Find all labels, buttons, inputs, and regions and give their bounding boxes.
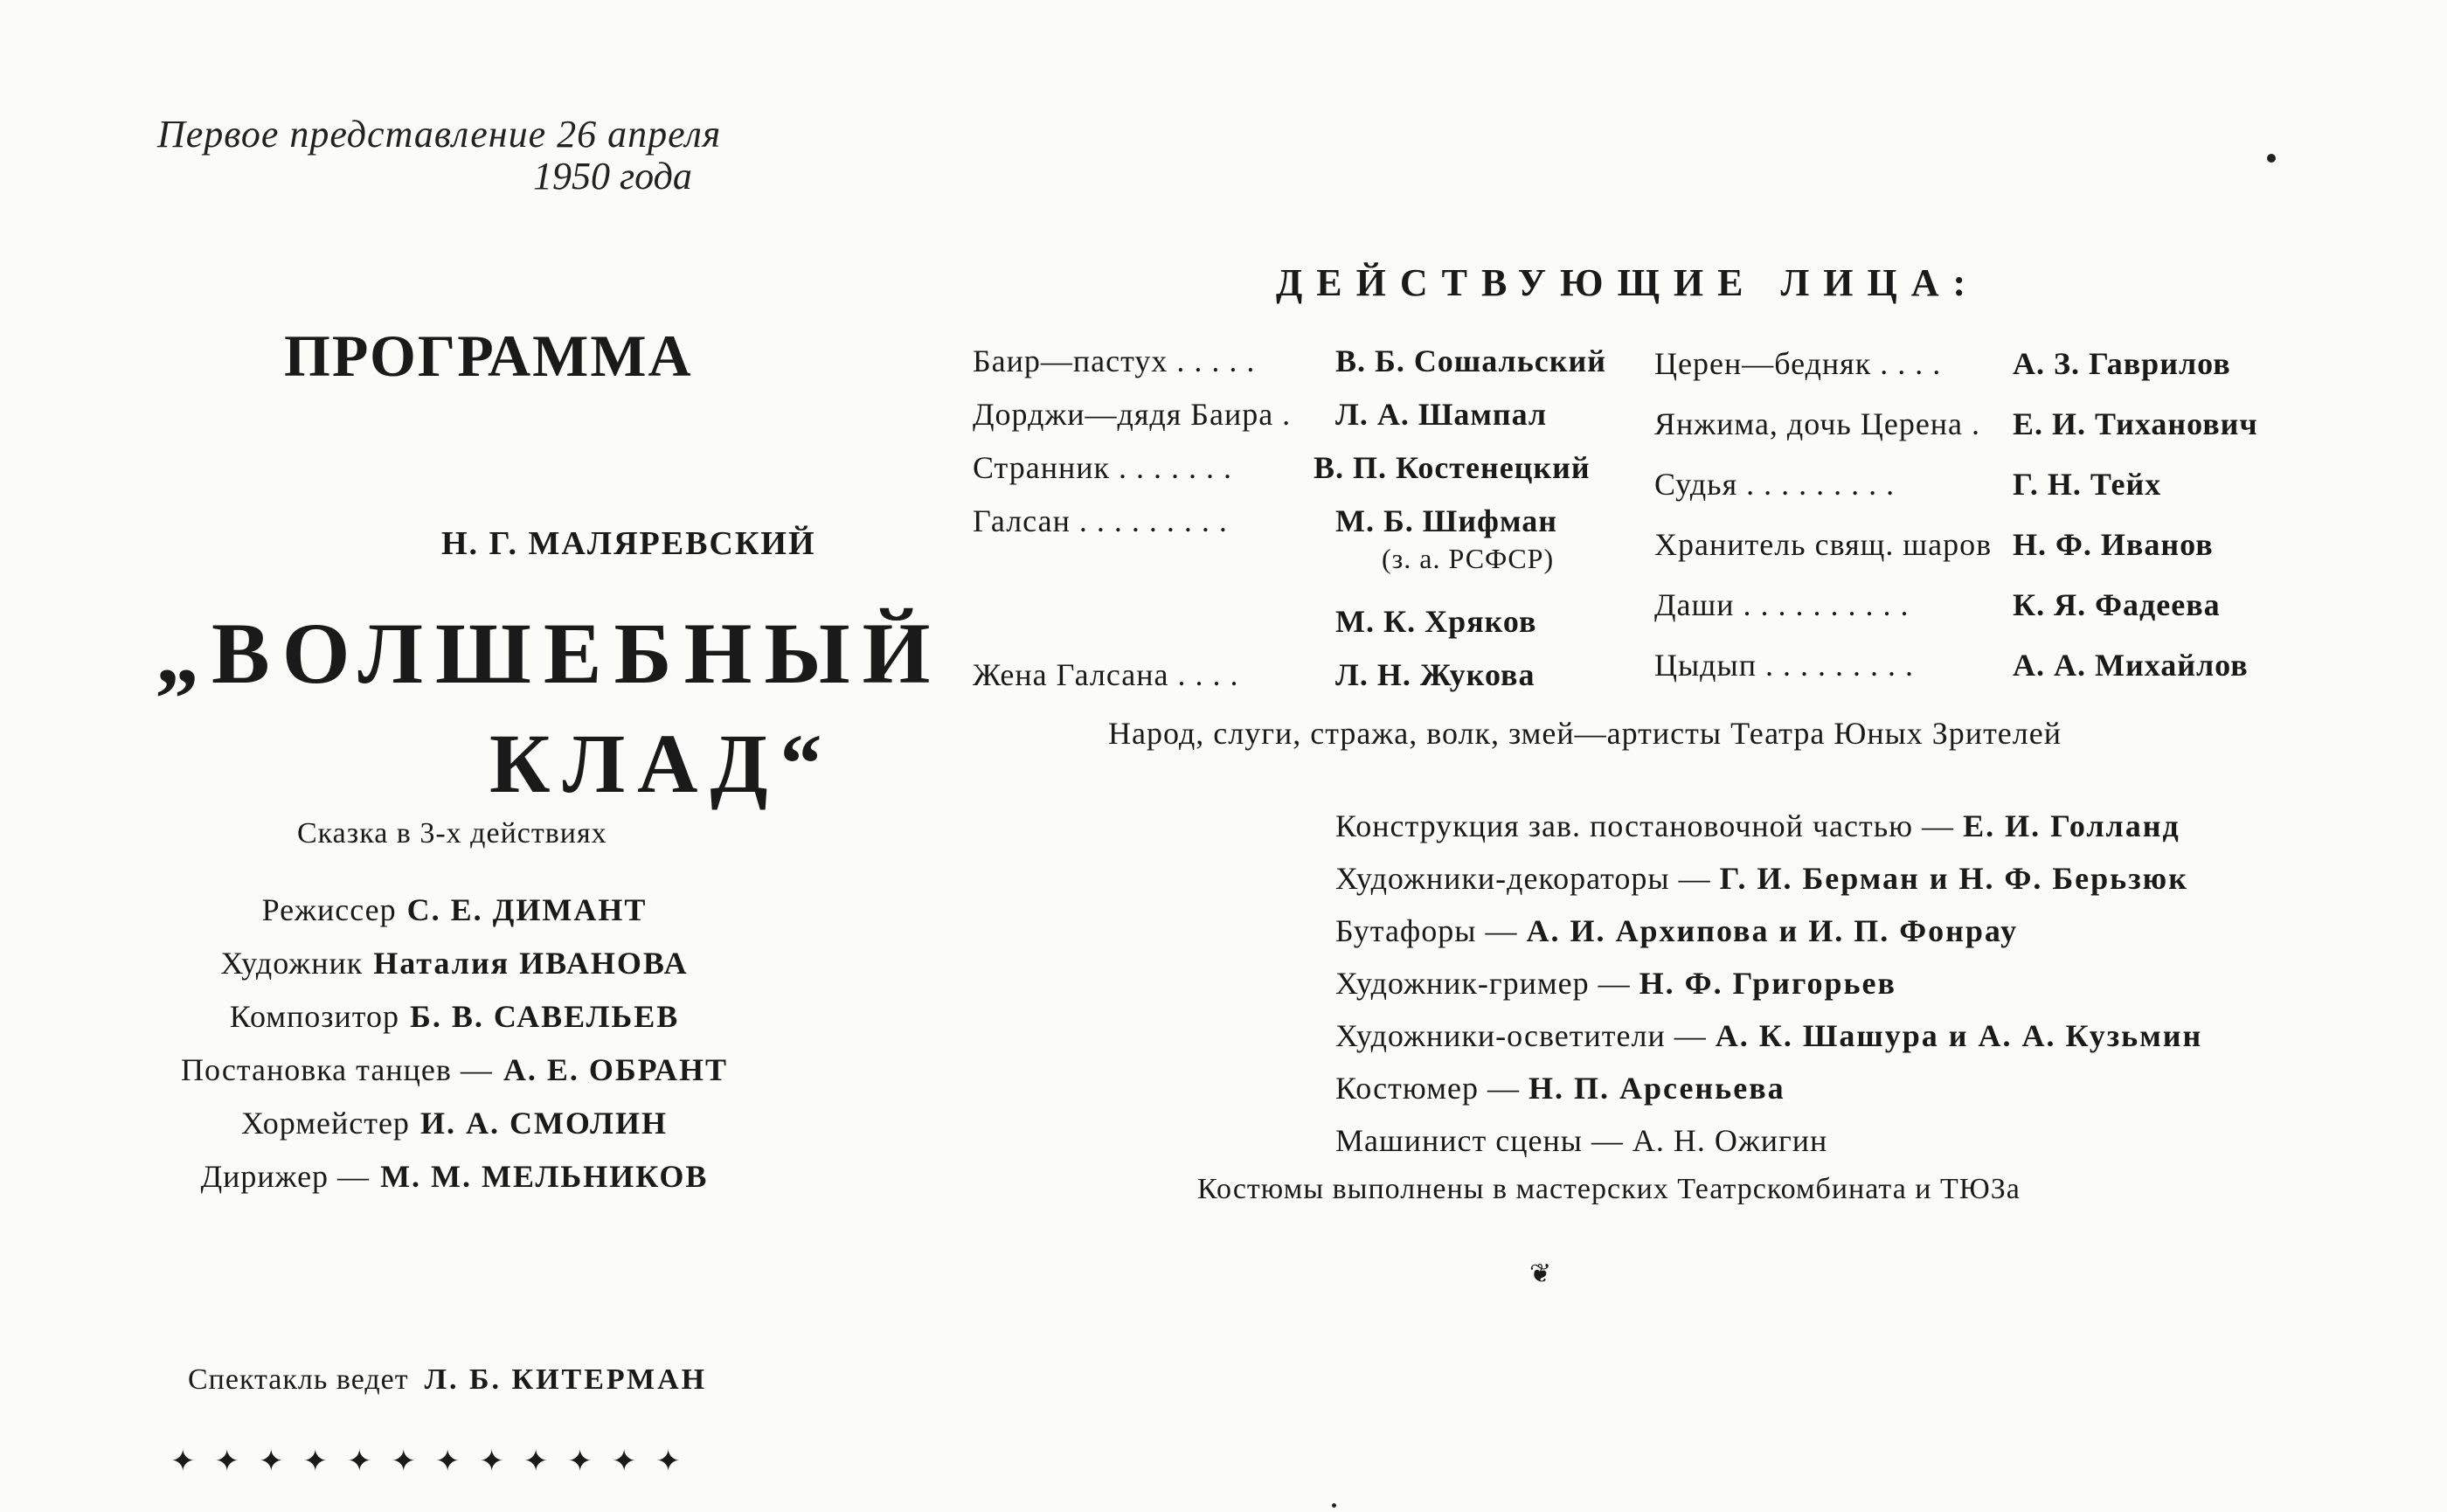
- cast-row: [1654, 397, 2371, 457]
- program-title: ПРОГРАММА: [284, 323, 693, 389]
- credit-name: А. Е. ОБРАНТ: [503, 1051, 729, 1087]
- cast-heading: ДЕЙСТВУЮЩИЕ ЛИЦА:: [1276, 261, 1980, 304]
- credit-row: [105, 1043, 804, 1096]
- cast-row: [973, 494, 1637, 594]
- star-ornament-row: ✦✦✦✦✦✦✦✦✦✦✦✦: [170, 1446, 700, 1478]
- credit-row: [105, 1096, 804, 1149]
- tech-credit-row: [1335, 800, 2202, 852]
- cast-row: [973, 594, 1637, 648]
- cast-actor: Н. Ф. Иванов: [2013, 527, 2214, 562]
- credit-name: С. Е. ДИМАНТ: [406, 891, 648, 927]
- costumes-note: Костюмы выполнены в мастерских Театрскомбината и ТЮЗа: [1197, 1173, 2021, 1205]
- tech-role: Машинист сцены — А. Н. Ожигин: [1335, 1123, 1828, 1158]
- tech-name: А. К. Шашура и А. А. Кузьмин: [1715, 1018, 2203, 1053]
- play-title-line2: КЛАД“: [489, 717, 835, 810]
- tech-role: Бутафоры —: [1335, 913, 1518, 948]
- credit-row: [105, 989, 804, 1043]
- tech-credit-row: [1335, 905, 2202, 957]
- ink-speck: [1332, 1503, 1336, 1508]
- cast-role: Даши . . . . . . . . . .: [1654, 587, 1910, 622]
- cast-role: Цыдып . . . . . . . . .: [1654, 648, 1914, 683]
- cast-column-right: [1654, 336, 2371, 698]
- cast-row: [973, 648, 1637, 701]
- cast-column-left: [973, 334, 1637, 701]
- cast-actor-title: (з. а. РСФСР): [1382, 543, 1555, 574]
- cast-role: Дорджи—дядя Баира .: [973, 397, 1292, 432]
- tech-role: Художники-декораторы —: [1335, 861, 1711, 896]
- credit-row: [105, 1149, 804, 1203]
- credit-role: Художник: [220, 945, 364, 981]
- credit-name: Б. В. САВЕЛЬЕВ: [410, 998, 680, 1034]
- tech-name: А. И. Архипова и И. П. Фонрау: [1526, 913, 2019, 948]
- premiere-date-line1: Первое представление 26 апреля: [157, 113, 722, 156]
- ensemble-line: Народ, слуги, стража, волк, змей—артисты Театра Юных Зрителей: [1108, 716, 2062, 751]
- credit-role: Хормейстер: [241, 1105, 410, 1141]
- cast-row: [1654, 638, 2371, 698]
- cast-row: [1654, 457, 2371, 517]
- cast-actor: А. А. Михайлов: [2013, 648, 2249, 683]
- tech-role: Костюмер —: [1335, 1071, 1521, 1106]
- tech-name: Н. Ф. Григорьев: [1639, 966, 1896, 1001]
- cast-actor: В. П. Костенецкий: [1314, 450, 1591, 485]
- ornament-icon: ❦: [1529, 1259, 1552, 1288]
- cast-role: Жена Галсана . . . .: [973, 657, 1239, 692]
- stage-manager-role: Спектакль ведет: [188, 1363, 409, 1396]
- tech-name: Н. П. Арсеньева: [1529, 1071, 1785, 1106]
- tech-role: Художник-гример —: [1335, 966, 1631, 1001]
- cast-actor: В. Б. Сошальский: [1335, 343, 1606, 378]
- tech-credit-row: [1335, 852, 2202, 905]
- cast-role: Галсан . . . . . . . . .: [973, 503, 1228, 538]
- cast-role: Баир—пастух . . . . .: [973, 343, 1256, 378]
- production-credits: [105, 883, 804, 1203]
- premiere-date-line2: 1950 года: [533, 155, 692, 198]
- cast-actor: Л. А. Шампал: [1335, 397, 1548, 432]
- play-subtitle: Сказка в 3-х действиях: [297, 817, 607, 850]
- cast-role: Хранитель свящ. шаров: [1654, 527, 1993, 562]
- cast-row: [973, 387, 1637, 440]
- cast-actor: Е. И. Тиханович: [2013, 406, 2258, 441]
- tech-name: Г. И. Берман и Н. Ф. Берьзюк: [1719, 861, 2188, 896]
- cast-role: Странник . . . . . . .: [973, 450, 1232, 485]
- cast-actor: К. Я. Фадеева: [2013, 587, 2221, 622]
- cast-role: Янжима, дочь Церена .: [1654, 406, 1981, 441]
- tech-credit-row: [1335, 1062, 2202, 1114]
- author-name: Н. Г. МАЛЯРЕВСКИЙ: [441, 525, 816, 562]
- cast-actor: М. Б. Шифман: [1335, 503, 1557, 538]
- tech-role: Конструкция зав. постановочной частью —: [1335, 808, 1955, 843]
- cast-row: [1654, 336, 2371, 397]
- credit-name: И. А. СМОЛИН: [419, 1105, 668, 1141]
- tech-role: Художники-осветители —: [1335, 1018, 1707, 1053]
- cast-actor: Г. Н. Тейх: [2013, 467, 2162, 502]
- play-title-line1: „ВОЛШЕБНЫЙ: [156, 605, 943, 702]
- credit-name: Наталия ИВАНОВА: [373, 945, 689, 981]
- credit-row: [105, 883, 804, 936]
- cast-row: [973, 440, 1637, 494]
- cast-actor: М. К. Хряков: [1335, 604, 1537, 639]
- stage-manager: [188, 1363, 707, 1397]
- cast-row: [973, 334, 1637, 387]
- credit-role: Режиссер: [261, 891, 397, 927]
- cast-row: [1654, 578, 2371, 638]
- stage-manager-name: Л. Б. КИТЕРМАН: [424, 1363, 708, 1396]
- cast-row: [1654, 517, 2371, 578]
- tech-credit-row: [1335, 1114, 2202, 1167]
- tech-credit-row: [1335, 1009, 2202, 1062]
- credit-role: Композитор: [229, 998, 400, 1034]
- credit-name: М. М. МЕЛЬНИКОВ: [380, 1158, 709, 1194]
- cast-actor: Л. Н. Жукова: [1335, 657, 1535, 692]
- ink-speck: [2267, 154, 2276, 163]
- tech-credit-row: [1335, 957, 2202, 1009]
- cast-actor: А. З. Гаврилов: [2013, 346, 2231, 381]
- cast-role: Судья . . . . . . . . .: [1654, 467, 1896, 502]
- technical-credits: [1335, 800, 2202, 1167]
- credit-role: Постановка танцев —: [180, 1051, 493, 1087]
- credit-row: [105, 936, 804, 989]
- credit-role: Дирижер —: [200, 1158, 371, 1194]
- cast-role: Церен—бедняк . . . .: [1654, 346, 1942, 381]
- tech-name: Е. И. Голланд: [1963, 808, 2180, 843]
